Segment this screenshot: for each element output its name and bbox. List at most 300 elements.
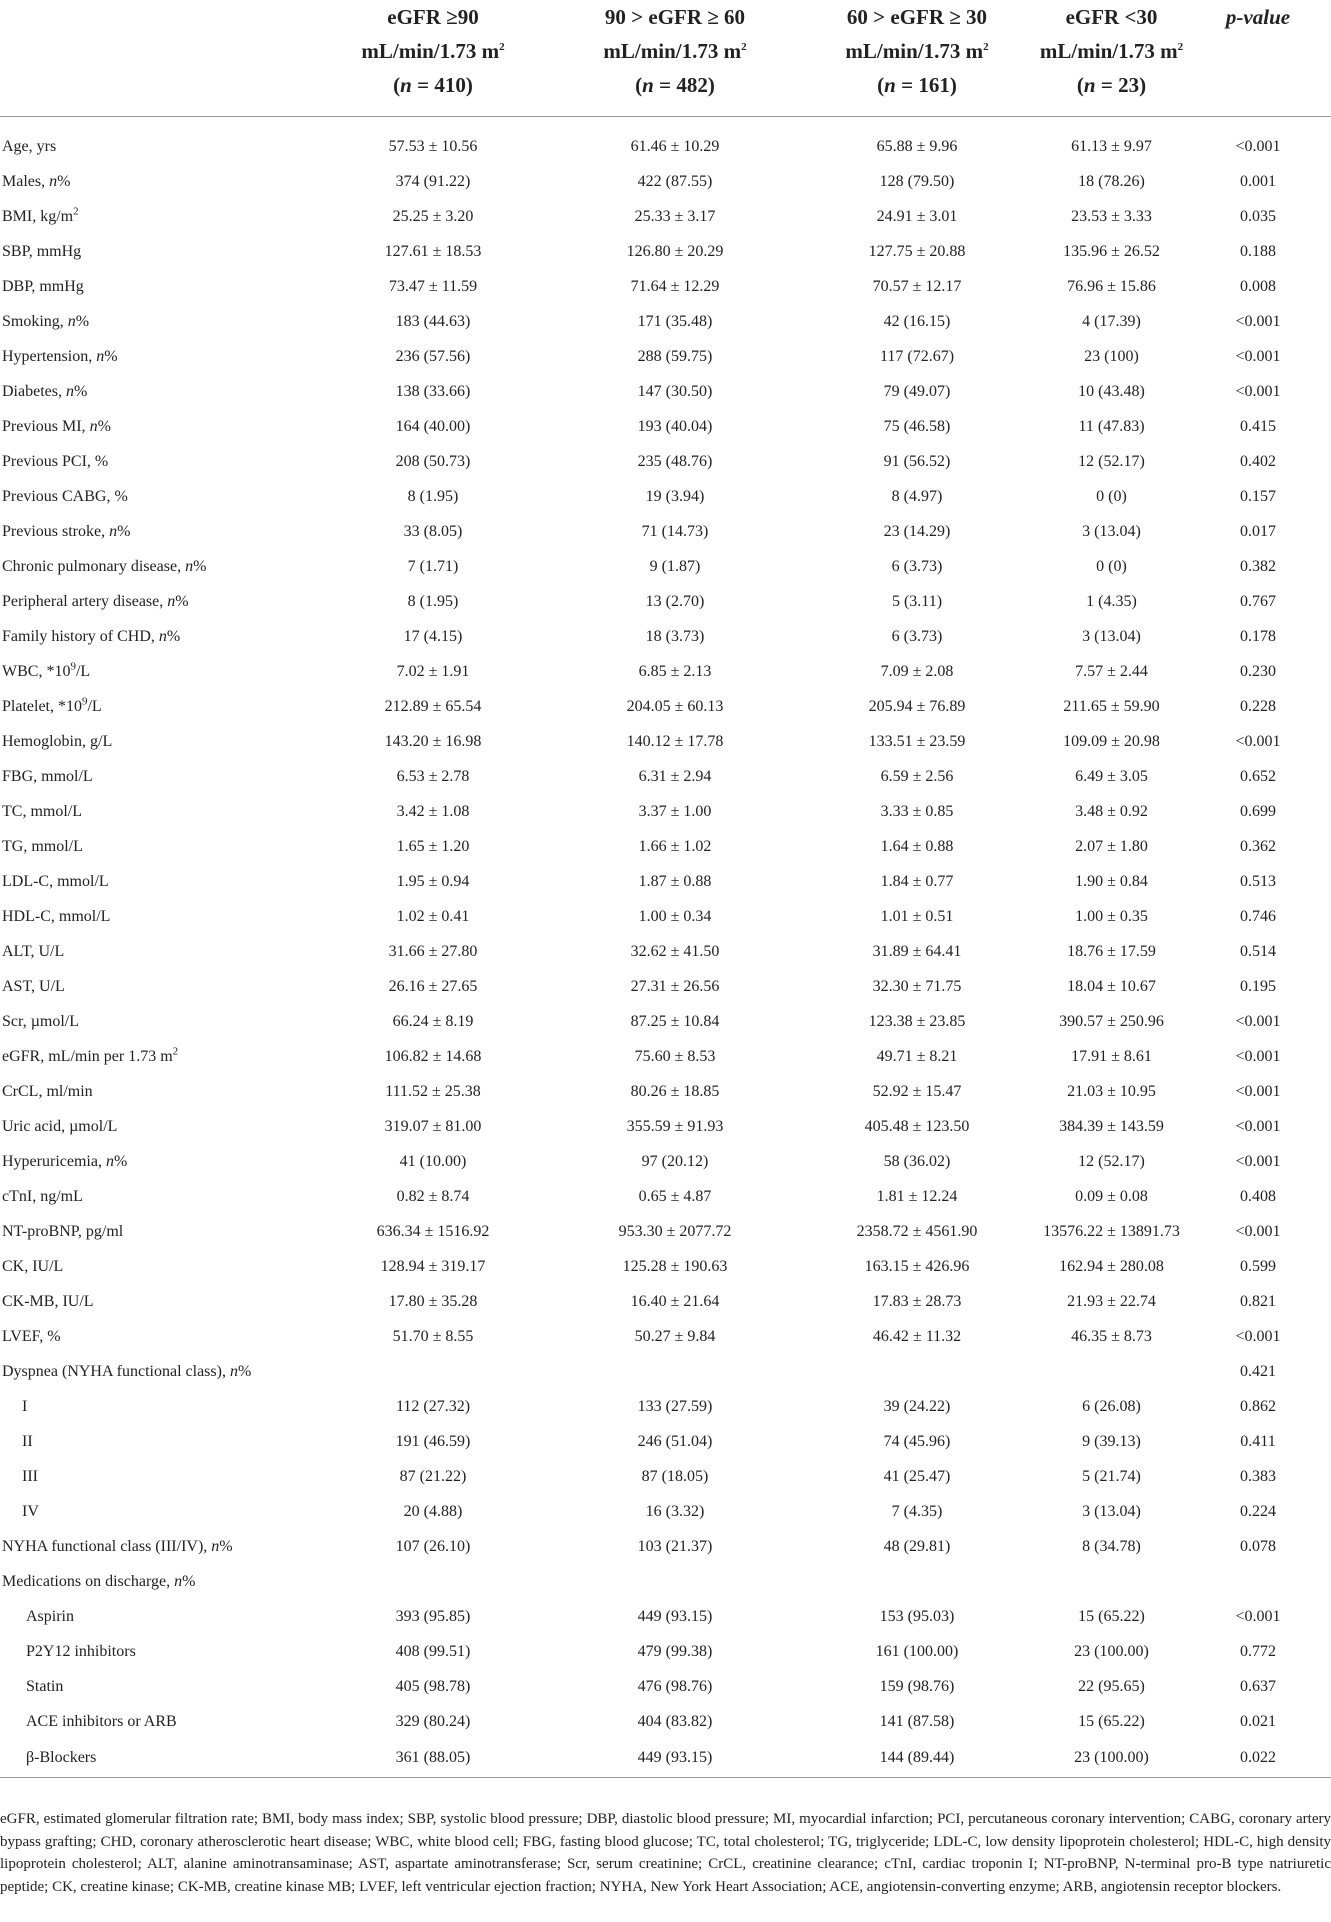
table-row [0,969,1331,1004]
value-cell-group-1: 87 (21.22) [399,1467,467,1485]
p-value-cell: 0.230 [1240,662,1276,680]
value-cell-group-2: 80.26 ± 18.85 [630,1082,720,1100]
value-cell-group-1: 1.95 ± 0.94 [396,872,470,890]
p-value-cell: 0.382 [1240,557,1276,575]
value-cell-group-4: 11 (47.83) [1078,417,1145,435]
p-value-cell: 0.421 [1240,1362,1276,1380]
table-row [0,1144,1331,1179]
value-cell-group-4: 3 (13.04) [1082,1502,1141,1520]
value-cell-group-3: 123.38 ± 23.85 [868,1012,966,1030]
table-row [0,864,1331,899]
table-row [0,724,1331,759]
value-cell-group-3: 31.89 ± 64.41 [872,942,962,960]
p-value-cell: 0.362 [1240,837,1276,855]
value-cell-group-2: 171 (35.48) [637,312,713,330]
table-footnote: eGFR, estimated glomerular filtration rate; BMI, body mass index; SBP, systolic blood pressure; DBP, diastolic blood pressure; MI, myocardial infarction; PCI, percutaneous coronary intervention; CABG, coronary artery bypass grafting; CHD, coronary atherosclerotic heart disease; WBC, white blood cell; FBG, fasting blood glucose; TC, total cholesterol; TG, triglyceride; LDL-C, low density lipoprotein cholesterol; HDL-C, high density lipoprotein cholesterol; ALT, alanine aminotransaminase; AST, aspartate aminotransferase; Scr, serum creatinine; CrCL, creatinine clearance; cTnI, cardiac troponin I; NT-proBNP, N-terminal pro-B type natriuretic peptide; CK, creatine kinase; CK-MB, creatine kinase MB; LVEF, left ventricular ejection fraction; NYHA, New York Heart Association; ACE, angiotensin-converting enzyme; ARB, angiotensin receptor blockers. [0,1811,1331,1895]
row-label: Previous CABG, % [2,487,128,505]
p-value-cell: 0.008 [1240,277,1276,295]
p-value-cell: 0.862 [1240,1397,1276,1415]
value-cell-group-3: 7.09 ± 2.08 [880,662,954,680]
value-cell-group-3: 7 (4.35) [891,1502,943,1520]
value-cell-group-1: 112 (27.32) [395,1397,471,1415]
value-cell-group-4 [1038,1564,1185,1599]
row-label: Dyspnea (NYHA functional class), n% [2,1362,252,1380]
value-cell-group-3: 70.57 ± 12.17 [872,277,962,295]
value-cell-group-2: 71 (14.73) [641,522,709,540]
value-cell-group-3: 159 (98.76) [879,1677,955,1695]
table-row [0,1669,1331,1704]
p-value-cell: 0.017 [1240,522,1276,540]
value-cell-group-4: 23 (100.00) [1074,1642,1149,1660]
value-cell-group-4: 13576.22 ± 13891.73 [1043,1222,1180,1240]
value-cell-group-2: 246 (51.04) [637,1432,713,1450]
p-value-cell: <0.001 [1235,1047,1281,1065]
value-cell-group-3: 128 (79.50) [879,172,955,190]
p-value-cell: 0.746 [1240,907,1276,925]
p-value-cell: 0.513 [1240,872,1276,890]
value-cell-group-1: 41 (10.00) [399,1152,467,1170]
value-cell-group-1: 106.82 ± 14.68 [384,1047,482,1065]
value-cell-group-4: 12 (52.17) [1078,452,1145,470]
table-row [0,1599,1331,1634]
value-cell-group-3: 39 (24.22) [883,1397,951,1415]
value-cell-group-3: 1.84 ± 0.77 [880,872,954,890]
row-label: β-Blockers [0,1739,312,1778]
row-label: Uric acid, µmol/L [2,1117,118,1135]
p-value-cell: <0.001 [1235,1327,1281,1345]
table-row [0,129,1331,164]
value-cell-group-4: 23 (100.00) [1038,1739,1185,1778]
value-cell-group-2: 87 (18.05) [641,1467,709,1485]
p-value-cell: <0.001 [1235,1082,1281,1100]
value-cell-group-2: 18 (3.73) [645,627,705,645]
value-cell-group-3: 1.01 ± 0.51 [880,907,954,925]
p-value-cell: 0.637 [1240,1677,1276,1695]
value-cell-group-1: 361 (88.05) [312,1739,554,1778]
value-cell-group-1: 17 (4.15) [403,627,463,645]
value-cell-group-2: 71.64 ± 12.29 [630,277,720,295]
table-row [0,164,1331,199]
value-cell-group-3: 52.92 ± 15.47 [872,1082,962,1100]
value-cell-group-4: 21.03 ± 10.95 [1067,1082,1156,1100]
row-label: FBG, mmol/L [2,767,93,785]
value-cell-group-2: 13 (2.70) [645,592,705,610]
table-row [0,339,1331,374]
value-cell-group-2: 50.27 ± 9.84 [634,1327,716,1345]
table-row [0,1004,1331,1039]
value-cell-group-3: 205.94 ± 76.89 [868,697,966,715]
value-cell-group-2: 147 (30.50) [637,382,713,400]
value-cell-group-4: 8 (34.78) [1082,1537,1141,1555]
value-cell-group-3: 133.51 ± 23.59 [868,732,966,750]
row-label: LDL-C, mmol/L [2,872,109,890]
p-value-cell: 0.188 [1240,242,1276,260]
value-cell-group-3: 58 (36.02) [883,1152,951,1170]
table-row [0,1529,1331,1564]
p-value-cell: 0.415 [1240,417,1276,435]
p-value-cell: 0.514 [1240,942,1276,960]
value-cell-group-4: 109.09 ± 20.98 [1063,732,1160,750]
value-cell-group-3: 141 (87.58) [879,1712,955,1730]
row-label: CK-MB, IU/L [2,1292,94,1310]
table-row [0,619,1331,654]
value-cell-group-4: 23 (100) [1084,347,1139,365]
p-value-cell: <0.001 [1235,382,1281,400]
p-value-cell: 0.022 [1185,1739,1331,1778]
table-row [0,1459,1331,1494]
value-cell-group-1: 191 (46.59) [395,1432,471,1450]
row-label: NYHA functional class (III/IV), n% [2,1537,233,1555]
row-label: Previous PCI, % [2,452,109,470]
value-cell-group-3 [796,1564,1038,1599]
p-value-cell: 0.408 [1240,1187,1276,1205]
value-cell-group-2: 449 (93.15) [637,1607,713,1625]
value-cell-group-4: 12 (52.17) [1078,1152,1145,1170]
row-label: Family history of CHD, n% [2,627,181,645]
table-row [0,1424,1331,1459]
value-cell-group-1: 183 (44.63) [395,312,471,330]
row-label: Statin [26,1677,64,1695]
value-cell-group-3: 8 (4.97) [891,487,943,505]
row-label: Scr, µmol/L [2,1012,80,1030]
row-label: ACE inhibitors or ARB [26,1712,177,1730]
row-label: eGFR, mL/min per 1.73 $m^2$ [2,1045,179,1065]
value-cell-group-2: 1.66 ± 1.02 [638,837,712,855]
p-value-cell: <0.001 [1235,1152,1281,1170]
value-cell-group-2: 6.85 ± 2.13 [638,662,712,680]
value-cell-group-1: 17.80 ± 35.28 [388,1292,478,1310]
table-row [0,444,1331,479]
p-value-cell: 0.652 [1240,767,1276,785]
row-label: Chronic pulmonary disease, n% [2,557,207,575]
row-label: Previous stroke, n% [2,522,131,540]
p-value-cell: <0.001 [1235,312,1281,330]
value-cell-group-4: 7.57 ± 2.44 [1075,662,1148,680]
row-label: BMI, $kg/m^2$ [2,205,79,225]
value-cell-group-3: 32.30 ± 71.75 [872,977,962,995]
table-row [0,1284,1331,1319]
value-cell-group-3: 5 (3.11) [891,592,943,610]
value-cell-group-3: 23 (14.29) [883,522,951,540]
value-cell-group-4: 18 (78.26) [1078,172,1145,190]
value-cell-group-3: 127.75 ± 20.88 [868,242,966,260]
value-cell-group-3: 75 (46.58) [883,417,951,435]
value-cell-group-1 [312,1564,554,1599]
value-cell-group-3: 1.81 ± 12.24 [876,1187,958,1205]
value-cell-group-4: 1.00 ± 0.35 [1075,907,1148,925]
table-row [0,234,1331,269]
value-cell-group-2: 422 (87.55) [637,172,713,190]
row-label: Diabetes, n% [2,382,88,400]
value-cell-group-2: 235 (48.76) [637,452,713,470]
value-cell-group-1: 329 (80.24) [395,1712,471,1730]
value-cell-group-1 [312,1354,554,1389]
table-row [0,1564,1331,1599]
value-cell-group-1: 111.52 ± 25.38 [385,1082,481,1100]
value-cell-group-3: 17.83 ± 28.73 [872,1292,962,1310]
value-cell-group-4: 17.91 ± 8.61 [1071,1047,1152,1065]
p-value-cell: 0.224 [1240,1502,1276,1520]
spacer-row [0,117,1331,130]
value-cell-group-2: 126.80 ± 20.29 [626,242,724,260]
p-value-cell: 0.178 [1240,627,1276,645]
row-label: Smoking, n% [2,312,90,330]
row-label: IV [22,1502,39,1520]
value-cell-group-2: 19 (3.94) [645,487,705,505]
value-cell-group-4: 1.90 ± 0.84 [1075,872,1148,890]
table-row [0,654,1331,689]
value-cell-group-4: 76.96 ± 15.86 [1067,277,1156,295]
row-label: AST, U/L [2,977,65,995]
table-row [0,374,1331,409]
value-cell-group-1: 1.02 ± 0.41 [396,907,470,925]
value-cell-group-1: 51.70 ± 8.55 [392,1327,474,1345]
p-value-cell: 0.035 [1240,207,1276,225]
value-cell-group-1: 208 (50.73) [395,452,471,470]
value-cell-group-3: 65.88 ± 9.96 [876,137,958,155]
value-cell-group-3: 6.59 ± 2.56 [880,767,954,785]
row-label: ALT, U/L [2,942,65,960]
value-cell-group-4: 3 (13.04) [1082,627,1141,645]
table-row [0,1354,1331,1389]
value-cell-group-1: 1.65 ± 1.20 [396,837,470,855]
value-cell-group-2: 355.59 ± 91.93 [626,1117,724,1135]
value-cell-group-4: 384.39 ± 143.59 [1059,1117,1164,1135]
value-cell-group-3: 49.71 ± 8.21 [876,1047,958,1065]
value-cell-group-2: 25.33 ± 3.17 [634,207,716,225]
value-cell-group-3: 6 (3.73) [891,557,943,575]
header-row [0,0,1331,117]
value-cell-group-4: 10 (43.48) [1078,382,1145,400]
p-value-cell: 0.078 [1240,1537,1276,1555]
value-cell-group-2: 87.25 ± 10.84 [630,1012,720,1030]
value-cell-group-1: 128.94 ± 319.17 [380,1257,486,1275]
table-row [0,549,1331,584]
value-cell-group-3: 48 (29.81) [883,1537,951,1555]
row-label: Peripheral artery disease, n% [2,592,189,610]
row-label: cTnI, ng/mL [2,1187,83,1205]
value-cell-group-1: 405 (98.78) [395,1677,471,1695]
value-cell-group-2: 9 (1.87) [649,557,701,575]
value-cell-group-1: 66.24 ± 8.19 [392,1012,474,1030]
value-cell-group-3: 79 (49.07) [883,382,951,400]
header-group-1: eGFR ≥90 mL/min/1.73 $m^2$ (n = 410) [312,0,554,117]
value-cell-group-1: 636.34 ± 1516.92 [376,1222,490,1240]
value-cell-group-1: 33 (8.05) [403,522,463,540]
table-row [0,514,1331,549]
p-value-cell: 0.402 [1240,452,1276,470]
value-cell-group-1: 408 (99.51) [395,1642,471,1660]
value-cell-group-4: 5 (21.74) [1082,1467,1141,1485]
value-cell-group-3: 2358.72 ± 4561.90 [856,1222,978,1240]
table-row [0,1389,1331,1424]
header-group-3: 60 > eGFR ≥ 30 mL/min/1.73 $m^2$ (n = 161) [796,0,1038,117]
table-row [0,1039,1331,1074]
value-cell-group-3: 3.33 ± 0.85 [880,802,954,820]
value-cell-group-2: 103 (21.37) [637,1537,713,1555]
value-cell-group-4: 21.93 ± 22.74 [1067,1292,1156,1310]
value-cell-group-1: 26.16 ± 27.65 [388,977,478,995]
value-cell-group-2: 404 (83.82) [637,1712,713,1730]
value-cell-group-3: 163.15 ± 426.96 [864,1257,970,1275]
value-cell-group-4: 1 (4.35) [1086,592,1137,610]
value-cell-group-4: 6 (26.08) [1082,1397,1141,1415]
p-value-cell: 0.411 [1240,1432,1276,1450]
table-row [0,304,1331,339]
p-value-cell: 0.021 [1240,1712,1276,1730]
value-cell-group-1: 236 (57.56) [395,347,471,365]
row-label: P2Y12 inhibitors [26,1642,136,1660]
value-cell-group-2: 3.37 ± 1.00 [638,802,712,820]
table-row [0,1109,1331,1144]
p-value-cell: <0.001 [1235,1607,1281,1625]
row-label: Platelet, $*10^9/L$ [2,695,102,715]
value-cell-group-4: 0.09 ± 0.08 [1075,1187,1148,1205]
value-cell-group-4: 0 (0) [1096,487,1127,505]
row-label: DBP, mmHg [2,277,84,295]
value-cell-group-2: 193 (40.04) [637,417,713,435]
value-cell-group-4: 61.13 ± 9.97 [1071,137,1152,155]
p-value-cell: 0.599 [1240,1257,1276,1275]
table-row [0,934,1331,969]
table-body [0,117,1331,1778]
value-cell-group-2: 0.65 ± 4.87 [638,1187,712,1205]
value-cell-group-3: 405.48 ± 123.50 [864,1117,970,1135]
value-cell-group-2: 1.00 ± 0.34 [638,907,712,925]
row-label: Age, yrs [2,137,57,155]
header-label-cell [0,0,312,117]
table-row [0,584,1331,619]
row-label: WBC, $*10^9/L$ [2,660,91,680]
row-label: NT-proBNP, pg/ml [2,1222,124,1240]
p-value-cell [1185,1564,1331,1599]
value-cell-group-2: 1.87 ± 0.88 [638,872,712,890]
value-cell-group-2: 16.40 ± 21.64 [630,1292,720,1310]
value-cell-group-2: 27.31 ± 26.56 [630,977,720,995]
header-p-value: p-value [1185,0,1331,117]
value-cell-group-4: 211.65 ± 59.90 [1063,697,1160,715]
value-cell-group-4: 9 (39.13) [1082,1432,1141,1450]
value-cell-group-3: 1.64 ± 0.88 [880,837,954,855]
value-cell-group-2: 479 (99.38) [637,1642,713,1660]
row-label: TC, mmol/L [2,802,82,820]
value-cell-group-2 [554,1354,796,1389]
table-row [0,794,1331,829]
value-cell-group-1: 25.25 ± 3.20 [392,207,474,225]
row-label: Aspirin [26,1607,74,1625]
table-row [0,689,1331,724]
value-cell-group-1: 393 (95.85) [395,1607,471,1625]
table-row [0,1319,1331,1354]
value-cell-group-1: 164 (40.00) [395,417,471,435]
value-cell-group-3: 144 (89.44) [796,1739,1038,1778]
p-value-cell: 0.821 [1240,1292,1276,1310]
value-cell-group-4: 18.04 ± 10.67 [1067,977,1156,995]
value-cell-group-1: 107 (26.10) [395,1537,471,1555]
p-value-cell: <0.001 [1235,1012,1281,1030]
p-value-cell: 0.001 [1240,172,1276,190]
table-row [0,1214,1331,1249]
row-label: Hyperuricemia, n% [2,1152,128,1170]
value-cell-group-1: 138 (33.66) [395,382,471,400]
p-value-cell: <0.001 [1235,1117,1281,1135]
value-cell-group-3: 6 (3.73) [891,627,943,645]
value-cell-group-4: 162.94 ± 280.08 [1059,1257,1164,1275]
p-value-cell: <0.001 [1235,1222,1281,1240]
p-value-cell: 0.195 [1240,977,1276,995]
row-label: LVEF, % [2,1327,61,1345]
value-cell-group-2: 449 (93.15) [554,1739,796,1778]
value-cell-group-2: 6.31 ± 2.94 [638,767,712,785]
value-cell-group-1: 20 (4.88) [403,1502,463,1520]
value-cell-group-1: 73.47 ± 11.59 [388,277,478,295]
value-cell-group-3: 41 (25.47) [883,1467,951,1485]
value-cell-group-3 [796,1354,1038,1389]
p-value-cell: 0.157 [1240,487,1276,505]
row-label: HDL-C, mmol/L [2,907,111,925]
value-cell-group-4: 15 (65.22) [1078,1712,1145,1730]
row-label: SBP, mmHg [2,242,82,260]
value-cell-group-1: 31.66 ± 27.80 [388,942,478,960]
row-label: TG, mmol/L [2,837,83,855]
value-cell-group-1: 3.42 ± 1.08 [396,802,470,820]
table-row [0,1074,1331,1109]
header-group-4: eGFR <30 mL/min/1.73 $m^2$ (n = 23) [1038,0,1185,117]
value-cell-group-4: 3.48 ± 0.92 [1075,802,1148,820]
value-cell-group-1: 6.53 ± 2.78 [396,767,470,785]
value-cell-group-1: 212.89 ± 65.54 [384,697,482,715]
row-label: II [22,1432,33,1450]
table-row [0,409,1331,444]
table-row [0,829,1331,864]
table-row [0,1249,1331,1284]
value-cell-group-2: 125.28 ± 190.63 [622,1257,728,1275]
value-cell-group-2: 97 (20.12) [641,1152,709,1170]
value-cell-group-4 [1038,1354,1185,1389]
value-cell-group-3: 161 (100.00) [875,1642,959,1660]
value-cell-group-4: 6.49 ± 3.05 [1075,767,1148,785]
value-cell-group-2: 204.05 ± 60.13 [626,697,724,715]
value-cell-group-2: 16 (3.32) [645,1502,705,1520]
row-label: CrCL, ml/min [2,1082,93,1100]
value-cell-group-3: 153 (95.03) [879,1607,955,1625]
value-cell-group-4: 390.57 ± 250.96 [1059,1012,1164,1030]
table-row [0,1179,1331,1214]
value-cell-group-4: 135.96 ± 26.52 [1063,242,1160,260]
row-label: CK, IU/L [2,1257,64,1275]
value-cell-group-3: 91 (56.52) [883,452,951,470]
table-row [0,1634,1331,1669]
value-cell-group-2: 140.12 ± 17.78 [626,732,724,750]
value-cell-group-1: 8 (1.95) [407,592,459,610]
value-cell-group-3: 42 (16.15) [883,312,951,330]
value-cell-group-2: 133 (27.59) [637,1397,713,1415]
value-cell-group-4: 15 (65.22) [1078,1607,1145,1625]
p-value-cell: 0.699 [1240,802,1276,820]
table-row [0,269,1331,304]
row-label: Hemoglobin, g/L [2,732,113,750]
value-cell-group-2: 953.30 ± 2077.72 [618,1222,732,1240]
row-label: Previous MI, n% [2,417,111,435]
table-row [0,1739,1331,1778]
table-row [0,899,1331,934]
value-cell-group-3: 24.91 ± 3.01 [876,207,958,225]
table-row [0,1494,1331,1529]
value-cell-group-4: 0 (0) [1096,557,1127,575]
value-cell-group-1: 7.02 ± 1.91 [396,662,470,680]
value-cell-group-4: 23.53 ± 3.33 [1071,207,1152,225]
p-value-cell: 0.228 [1240,697,1276,715]
